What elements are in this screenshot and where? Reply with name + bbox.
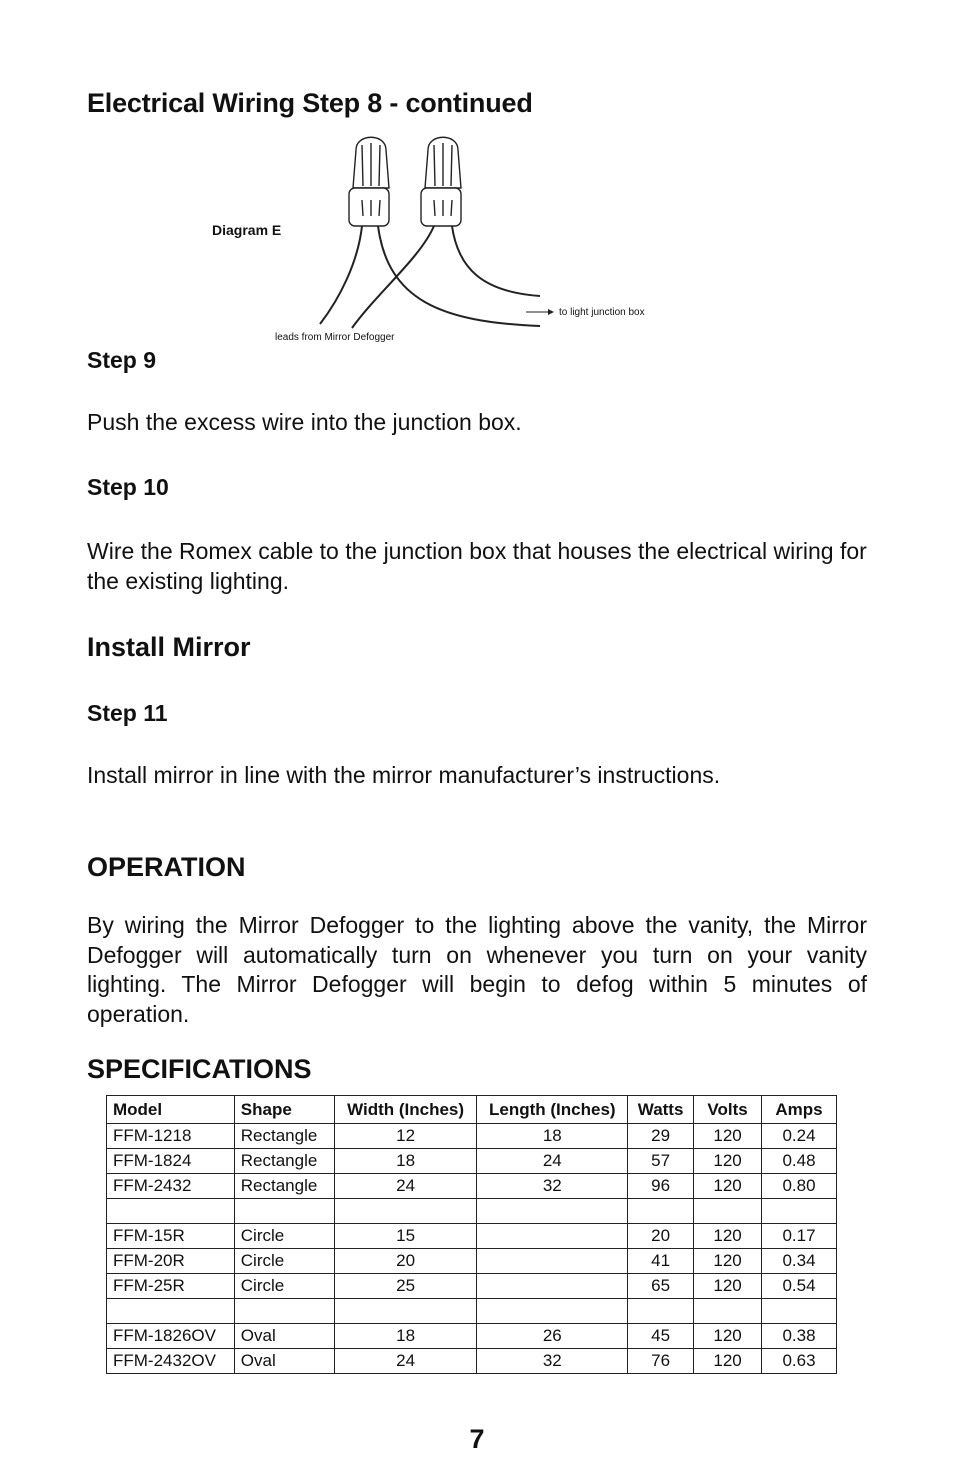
cell-watts: 20	[628, 1224, 694, 1249]
table-row	[107, 1274, 837, 1299]
cell-amps: 0.48	[762, 1149, 837, 1174]
cell-width: 18	[334, 1149, 477, 1174]
cell-model	[107, 1199, 235, 1224]
operation-heading: OPERATION	[87, 852, 246, 882]
cell-shape	[234, 1299, 334, 1324]
cell-width: 24	[334, 1349, 477, 1374]
cell-amps: 0.54	[762, 1274, 837, 1299]
step-11-text: Install mirror in line with the mirror manufacturer’s instructions.	[87, 762, 721, 788]
column-header-amps: Amps	[762, 1096, 837, 1124]
diagram-label: Diagram E	[212, 222, 282, 238]
cell-amps: 0.63	[762, 1349, 837, 1374]
cell-shape	[234, 1199, 334, 1224]
cell-volts	[694, 1299, 762, 1324]
step-10-heading: Step 10	[87, 474, 169, 500]
operation-text: By wiring the Mirror Defogger to the lighting above the vanity, the Mirror Defogger will automatically turn on whenever you turn on your vanity lighting. The Mirror Defogger will begin to defog within 5 minutes of operation.	[87, 912, 867, 1027]
step-10-text: Wire the Romex cable to the junction box that houses the electrical wiring for the existing lighting.	[87, 538, 867, 594]
step-11-heading: Step 11	[87, 700, 168, 726]
cell-length	[477, 1274, 628, 1299]
wiring-diagram-e	[200, 125, 680, 350]
cell-length	[477, 1199, 628, 1224]
table-row	[107, 1224, 837, 1249]
cell-watts: 57	[628, 1149, 694, 1174]
cell-model: FFM-1824	[107, 1149, 235, 1174]
cell-amps	[762, 1199, 837, 1224]
step-9-heading: Step 9	[87, 347, 157, 373]
cell-length	[477, 1249, 628, 1274]
wire-nut-right	[421, 137, 461, 226]
cell-amps: 0.24	[762, 1124, 837, 1149]
cell-length	[477, 1224, 628, 1249]
cell-width: 12	[334, 1124, 477, 1149]
cell-watts: 65	[628, 1274, 694, 1299]
cell-amps: 0.80	[762, 1174, 837, 1199]
cell-width	[334, 1299, 477, 1324]
cell-shape: Circle	[234, 1274, 334, 1299]
cell-width: 25	[334, 1274, 477, 1299]
cell-volts: 120	[694, 1149, 762, 1174]
cell-shape: Circle	[234, 1249, 334, 1274]
cell-watts: 29	[628, 1124, 694, 1149]
cell-watts: 45	[628, 1324, 694, 1349]
cell-watts: 41	[628, 1249, 694, 1274]
cell-width: 20	[334, 1249, 477, 1274]
cell-volts	[694, 1199, 762, 1224]
cell-amps: 0.38	[762, 1324, 837, 1349]
column-header-watts: Watts	[628, 1096, 694, 1124]
cell-volts: 120	[694, 1349, 762, 1374]
column-header-volts: Volts	[694, 1096, 762, 1124]
table-row	[107, 1149, 837, 1174]
table-header-row	[107, 1096, 837, 1124]
column-header-shape: Shape	[234, 1096, 334, 1124]
table-row	[107, 1299, 837, 1324]
specifications-heading: SPECIFICATIONS	[87, 1054, 312, 1084]
arrow-head	[548, 309, 554, 315]
cell-width: 15	[334, 1224, 477, 1249]
cell-amps: 0.34	[762, 1249, 837, 1274]
cell-watts	[628, 1199, 694, 1224]
install-mirror-heading: Install Mirror	[87, 632, 251, 662]
column-header-model: Model	[107, 1096, 235, 1124]
cell-model: FFM-15R	[107, 1224, 235, 1249]
cell-length: 26	[477, 1324, 628, 1349]
cell-watts	[628, 1299, 694, 1324]
wires	[320, 226, 540, 328]
cell-length: 32	[477, 1349, 628, 1374]
cell-shape: Rectangle	[234, 1149, 334, 1174]
cell-length: 18	[477, 1124, 628, 1149]
cell-shape: Oval	[234, 1324, 334, 1349]
cell-shape: Circle	[234, 1224, 334, 1249]
cell-width: 24	[334, 1174, 477, 1199]
cell-watts: 96	[628, 1174, 694, 1199]
cell-volts: 120	[694, 1124, 762, 1149]
cell-model: FFM-2432OV	[107, 1349, 235, 1374]
column-header-length: Length (Inches)	[477, 1096, 628, 1124]
cell-length: 24	[477, 1149, 628, 1174]
table-row	[107, 1124, 837, 1149]
cell-model: FFM-2432	[107, 1174, 235, 1199]
cell-amps: 0.17	[762, 1224, 837, 1249]
cell-model: FFM-1218	[107, 1124, 235, 1149]
arrow-label: to light junction box	[559, 307, 645, 318]
cell-model: FFM-1826OV	[107, 1324, 235, 1349]
step-9-text: Push the excess wire into the junction box.	[87, 409, 522, 435]
cell-volts: 120	[694, 1324, 762, 1349]
page-number: 7	[469, 1424, 485, 1454]
cell-model	[107, 1299, 235, 1324]
wire-nut-left	[349, 137, 389, 226]
table-row	[107, 1249, 837, 1274]
cell-width: 18	[334, 1324, 477, 1349]
cell-volts: 120	[694, 1224, 762, 1249]
cell-length	[477, 1299, 628, 1324]
cell-volts: 120	[694, 1174, 762, 1199]
cell-shape: Rectangle	[234, 1174, 334, 1199]
cell-length: 32	[477, 1174, 628, 1199]
column-header-width: Width (Inches)	[334, 1096, 477, 1124]
page-heading: Electrical Wiring Step 8 - continued	[87, 88, 533, 118]
cell-volts: 120	[694, 1249, 762, 1274]
cell-shape: Rectangle	[234, 1124, 334, 1149]
cell-model: FFM-20R	[107, 1249, 235, 1274]
cell-amps	[762, 1299, 837, 1324]
cell-watts: 76	[628, 1349, 694, 1374]
leads-label: leads from Mirror Defogger	[275, 332, 395, 343]
cell-width	[334, 1199, 477, 1224]
cell-model: FFM-25R	[107, 1274, 235, 1299]
table-row	[107, 1174, 837, 1199]
table-row	[107, 1349, 837, 1374]
cell-shape: Oval	[234, 1349, 334, 1374]
specifications-table	[106, 1095, 837, 1374]
table-row	[107, 1199, 837, 1224]
cell-volts: 120	[694, 1274, 762, 1299]
table-row	[107, 1324, 837, 1349]
